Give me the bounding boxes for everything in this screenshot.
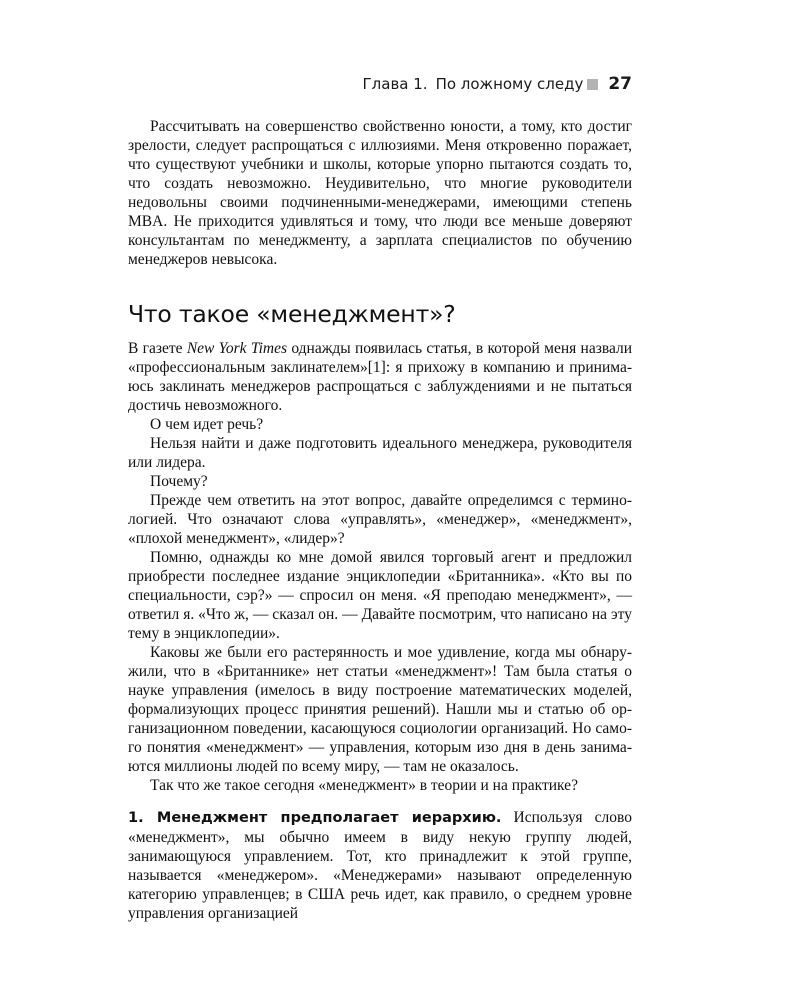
page-number: 27 (608, 74, 632, 94)
numbered-point-lead: 1. Менеджмент предполагает иерархию. (128, 810, 502, 826)
running-head (363, 74, 632, 94)
numbered-point-text: Используя слово «менеджмент», мы обычно имеем в виду некую группу людей, занимающуюся управлением. Тот, кто принадлежит к этой группе, называется «менеджером». «Менеджерами» называют определенную категорию управленцев; в США речь идет, как правило, о среднем уровне управления организацией (128, 809, 632, 922)
paragraph-1 (128, 339, 632, 415)
text-block (128, 117, 632, 923)
intro-paragraph: Рассчитывать на совершенство свойственно юности, а тому, кто достиг зрелости, следует распрощаться с иллюзиями. Меня откровенно поражает, что существуют учебники и школы, которые упорно пытаются создать то, что создать невозможно. Неудивительно, что многие руководители недовольны своими подчиненными-менеджерами, имеющими степень MBA. Не приходится удивляться и тому, что люди все меньше доверяют консультантам по менеджменту, а зарплата специалистов по обучению менеджеров невысока. (128, 118, 632, 268)
p1-after: однажды появилась статья, в которой меня назвали «профессиональным заклинателем»[1]: я прихожу в компанию и принимаюсь заклинать менеджеров распрощаться с заблуждениями и не пытаться достичь невозможного. (128, 340, 633, 414)
square-bullet-icon (587, 79, 598, 90)
paragraph-3: Нельзя найти и даже подготовить идеального менеджера, руководителя или лидера. (128, 435, 632, 471)
chapter-number: Глава 1. (362, 75, 428, 93)
section-heading: Что такое «менеджмент»? (128, 300, 456, 328)
paragraph-6: Помню, однажды ко мне домой явился торговый агент и предложил приобрести последнее издание энциклопедии «Британника». «Кто вы по специальности, сэр?» — спросил он меня. «Я преподаю менеджмент», — ответил я. «Что ж, — сказал он. — Давайте посмотрим, что написано на эту тему в энциклопедии». (128, 549, 632, 642)
numbered-point (128, 808, 632, 923)
newspaper-name: New York Times (186, 340, 288, 357)
chapter-title: По ложному следу (435, 75, 584, 93)
p1-before: В газете (128, 340, 187, 357)
paragraph-7: Каковы же были его растерянность и мое удивление, когда мы обнаружили, что в «Британнике» нет статьи «менеджмент»! Там была статья о науке управления (имелось в виду построение математических моделей, формализующих процесс принятия решений). Нашли мы и статью об организационном поведении, касающуюся социологии организаций. Но самого понятия «менеджмент» — управления, которым изо дня в день занимаются миллионы людей по всему миру, — там не оказалось. (128, 644, 632, 775)
paragraph-4: Почему? (150, 473, 208, 490)
paragraph-2: О чем идет речь? (150, 416, 264, 433)
paragraph-5: Прежде чем ответить на этот вопрос, давайте определимся с терминологией. Что означают слова «управлять», «менеджер», «менеджмент», «плохой менеджмент», «лидер»? (128, 492, 632, 547)
paragraph-8: Так что же такое сегодня «менеджмент» в теории и на практике? (150, 777, 578, 794)
spacer (128, 795, 632, 808)
